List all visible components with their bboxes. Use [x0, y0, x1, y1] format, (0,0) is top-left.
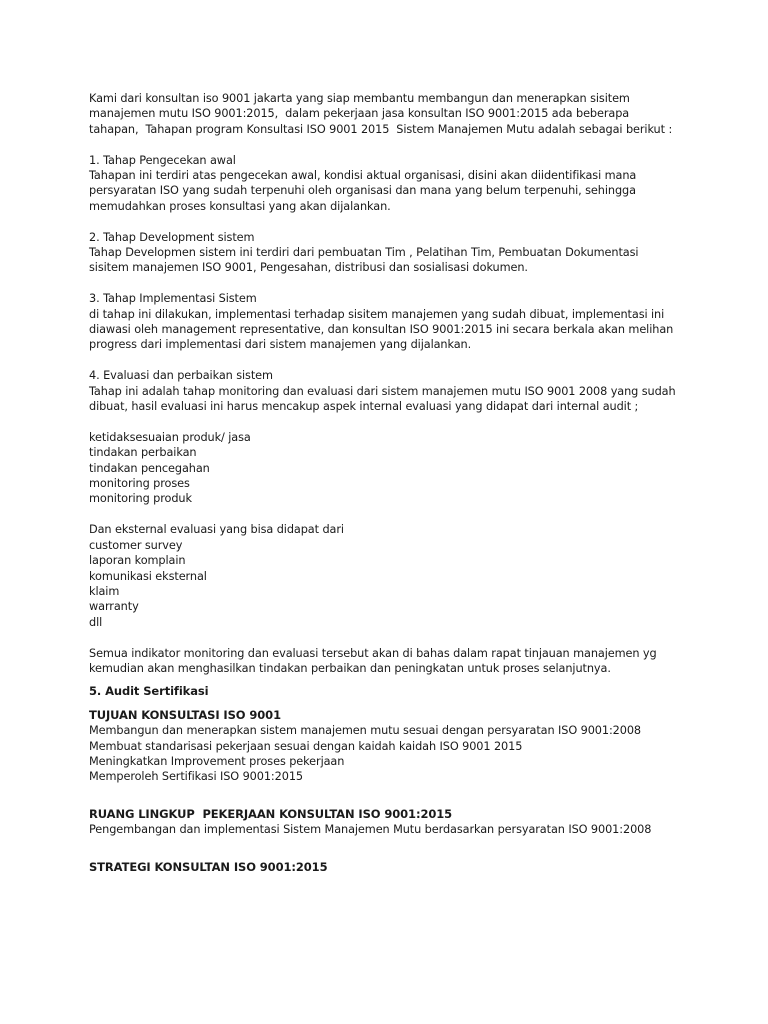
list-item: monitoring produk — [89, 492, 192, 506]
summary-paragraph — [89, 646, 689, 677]
stage-4-section — [89, 368, 689, 414]
external-intro: Dan eksternal evaluasi yang bisa didapat dari — [89, 523, 344, 537]
tujuan-line: Membangun dan menerapkan sistem manajemen mutu sesuai dengan persyaratan ISO 9001:2008 — [89, 724, 642, 738]
summary-line: Semua indikator monitoring dan evaluasi tersebut akan di bahas dalam rapat tinjauan manajemen yg — [89, 646, 657, 660]
list-item: ketidaksesuaian produk/ jasa — [89, 430, 251, 444]
ruang-lingkup-line: Pengembangan dan implementasi Sistem Manajemen Mutu berdasarkan persyaratan ISO 9001:2008 — [89, 823, 652, 837]
stage-5-title: 5. Audit Sertifikasi — [89, 684, 209, 699]
stage-1-line: persyaratan ISO yang sudah terpenuhi oleh organisasi dan mana yang belum terpenuhi, sehingga — [89, 184, 636, 198]
intro-line: manajemen mutu ISO 9001:2015, dalam pekerjaan jasa konsultan ISO 9001:2015 ada beberapa — [89, 107, 630, 121]
stage-1-title: 1. Tahap Pengecekan awal — [89, 153, 236, 167]
tujuan-heading: TUJUAN KONSULTASI ISO 9001 — [89, 707, 281, 722]
stage-4-line: dibuat, hasil evaluasi ini harus mencakup aspek internal evaluasi yang didapat dari internal audit ; — [89, 400, 639, 414]
intro-line: tahapan, Tahapan program Konsultasi ISO 9001 2015 Sistem Manajemen Mutu adalah sebagai berikut : — [89, 122, 673, 136]
tujuan-section — [89, 708, 689, 785]
list-item: monitoring proses — [89, 477, 190, 491]
strategi-heading: STRATEGI KONSULTAN ISO 9001:2015 — [89, 859, 328, 874]
stage-1-line: memudahkan proses konsultasi yang akan dijalankan. — [89, 199, 391, 213]
tujuan-line: Membuat standarisasi pekerjaan sesuai dengan kaidah kaidah ISO 9001 2015 — [89, 739, 523, 753]
external-evaluation-list — [89, 522, 689, 630]
list-item: customer survey — [89, 538, 183, 552]
list-item: warranty — [89, 600, 139, 614]
stage-1-line: Tahapan ini terdiri atas pengecekan awal, kondisi aktual organisasi, disini akan diidentifikasi mana — [89, 169, 637, 183]
ruang-lingkup-section — [89, 807, 689, 838]
list-item: klaim — [89, 584, 120, 598]
tujuan-line: Meningkatkan Improvement proses pekerjaan — [89, 754, 345, 768]
internal-evaluation-list — [89, 430, 689, 507]
stage-3-line: di tahap ini dilakukan, implementasi terhadap sisitem manajemen yang sudah dibuat, implementasi ini — [89, 307, 665, 321]
stage-2-section — [89, 230, 689, 276]
stage-3-section — [89, 291, 689, 353]
list-item: dll — [89, 615, 103, 629]
stage-3-line: diawasi oleh management representative, dan konsultan ISO 9001:2015 ini secara berkala akan melihan — [89, 323, 674, 337]
document-body — [89, 91, 689, 875]
stage-4-line: Tahap ini adalah tahap monitoring dan evaluasi dari sistem manajemen mutu ISO 9001 2008 yang sudah — [89, 384, 676, 398]
intro-paragraph — [89, 91, 689, 137]
list-item: tindakan perbaikan — [89, 446, 197, 460]
list-item: laporan komplain — [89, 554, 186, 568]
stage-2-title: 2. Tahap Development sistem — [89, 230, 255, 244]
stage-3-line: progress dari implementasi dari sistem manajemen yang dijalankan. — [89, 338, 472, 352]
stage-3-title: 3. Tahap Implementasi Sistem — [89, 292, 257, 306]
stage-2-line: sisitem manajemen ISO 9001, Pengesahan, distribusi dan sosialisasi dokumen. — [89, 261, 528, 275]
ruang-lingkup-heading: RUANG LINGKUP PEKERJAAN KONSULTAN ISO 9001:2015 — [89, 806, 453, 821]
stage-1-section — [89, 153, 689, 215]
stage-4-title: 4. Evaluasi dan perbaikan sistem — [89, 369, 273, 383]
intro-line: Kami dari konsultan iso 9001 jakarta yang siap membantu membangun dan menerapkan sisitem — [89, 92, 630, 105]
tujuan-line: Memperoleh Sertifikasi ISO 9001:2015 — [89, 770, 303, 784]
list-item: tindakan pencegahan — [89, 461, 210, 475]
stage-2-line: Tahap Developmen sistem ini terdiri dari pembuatan Tim , Pelatihan Tim, Pembuatan Dokumentasi — [89, 246, 639, 260]
list-item: komunikasi eksternal — [89, 569, 207, 583]
summary-line: kemudian akan menghasilkan tindakan perbaikan dan peningkatan untuk proses selanjutnya. — [89, 661, 611, 675]
